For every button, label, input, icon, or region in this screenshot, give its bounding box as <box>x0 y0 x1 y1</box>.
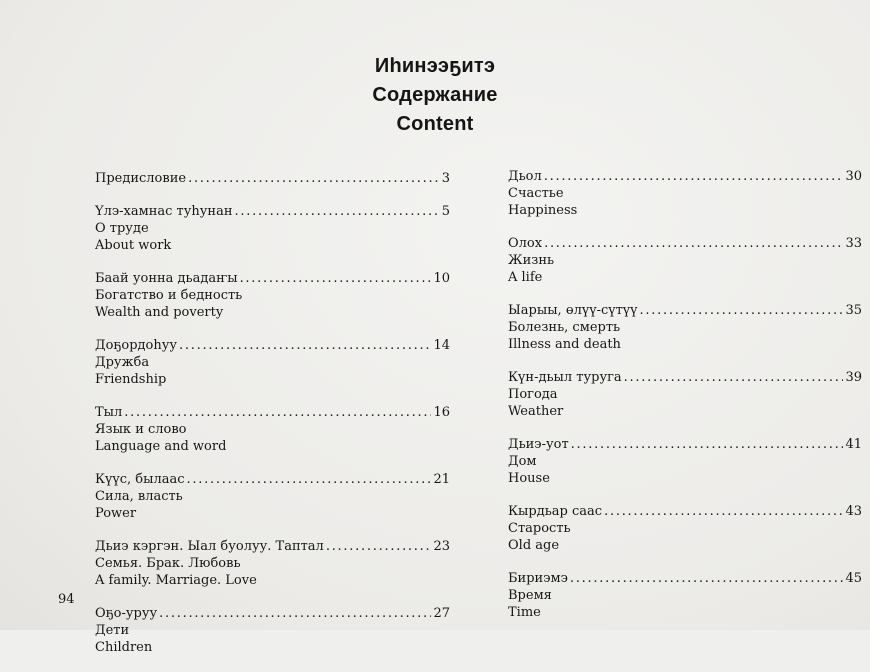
toc-entry-page: 41 <box>845 437 862 452</box>
toc-dot-leader <box>326 538 432 555</box>
toc-entry-title: Дьиэ кэргэн. Ыал буолуу. Таптал <box>95 539 324 554</box>
toc-entry-title: Күүс, былаас <box>95 472 185 487</box>
toc-dot-leader <box>159 605 431 622</box>
toc-entry-row <box>508 503 862 520</box>
toc-entry-translation: Счастье <box>508 186 564 201</box>
toc-entry-page: 39 <box>845 370 862 385</box>
toc-entry-row <box>508 369 862 386</box>
toc-dot-leader <box>234 203 439 220</box>
toc-entry-title: Дьиэ-уот <box>508 437 569 452</box>
toc-entry-translation: Язык и слово <box>95 422 187 437</box>
toc-entry <box>95 203 450 254</box>
toc-entry-title: Кырдьар саас <box>508 504 603 519</box>
toc-entry-title: Үлэ-хамнас туһунан <box>95 204 233 219</box>
toc-entry <box>508 369 862 420</box>
toc-entry-title: Оҕо-уруу <box>95 606 158 621</box>
toc-entry-translation: Language and word <box>95 439 227 454</box>
toc-entry-translation: Children <box>95 640 153 655</box>
toc-dot-leader <box>640 302 844 319</box>
toc-entry-row <box>95 270 450 287</box>
toc-entry <box>95 170 450 187</box>
toc-dot-leader <box>604 503 843 520</box>
toc-dot-leader <box>624 369 844 386</box>
toc-entry <box>508 168 862 219</box>
toc-entry-translation: Время <box>508 588 552 603</box>
toc-entry-row <box>95 538 450 555</box>
toc-entry-translation: Дружба <box>95 355 150 370</box>
toc-entry-page: 27 <box>433 606 450 621</box>
toc-entry-translation: Болезнь, смерть <box>508 320 621 335</box>
toc-entry <box>95 404 450 455</box>
toc-entry-translation: Friendship <box>95 372 167 387</box>
toc-entry <box>508 436 862 487</box>
toc-entry-page: 3 <box>441 171 450 186</box>
toc-entry-translation: Жизнь <box>508 253 555 268</box>
toc-entry-translation: Богатство и бедность <box>95 288 243 303</box>
toc-entry-page: 5 <box>441 204 450 219</box>
toc-entry-title: Күн-дьыл туруга <box>508 370 622 385</box>
toc-dot-leader <box>187 471 432 488</box>
title-russian: Содержание <box>372 84 498 106</box>
title-sakha: Иһинээҕитэ <box>374 55 496 77</box>
toc-entry-page: 35 <box>845 303 862 318</box>
toc-dot-leader <box>544 168 844 185</box>
toc-entry-row <box>95 337 450 354</box>
toc-entry-row <box>95 203 450 220</box>
toc-entry-row <box>95 605 450 622</box>
toc-entry-translation: Сила, власть <box>95 489 183 504</box>
toc-entry-translation: Старость <box>508 521 571 536</box>
toc-entry-title: Тыл <box>95 405 123 420</box>
toc-entry-row <box>508 302 862 319</box>
toc-entry-row <box>508 235 862 252</box>
toc-dot-leader <box>571 436 844 453</box>
toc-entry-page: 16 <box>433 405 450 420</box>
toc-entry-page: 45 <box>845 571 862 586</box>
toc-entry <box>95 538 450 589</box>
toc-entry-row <box>508 436 862 453</box>
toc-entry-translation: Дети <box>95 623 130 638</box>
toc-dot-leader <box>240 270 432 287</box>
toc-entry-page: 21 <box>433 472 450 487</box>
toc-entry-title: Предисловие <box>95 171 187 186</box>
toc-entry-row <box>95 471 450 488</box>
toc-dot-leader <box>570 570 844 587</box>
toc-dot-leader <box>188 170 440 187</box>
toc-entry <box>508 302 862 353</box>
toc-entry-translation: Old age <box>508 538 560 553</box>
toc-entry-title: Доҕордоһуу <box>95 338 178 353</box>
toc-entry-translation: About work <box>95 238 172 253</box>
toc-entry-title: Олох <box>508 236 543 251</box>
title-english: Content <box>396 113 474 135</box>
toc-entry-translation: Семья. Брак. Любовь <box>95 556 241 571</box>
toc-entry <box>95 337 450 388</box>
toc-entry-translation: Дом <box>508 454 537 469</box>
toc-entry-translation: Погода <box>508 387 558 402</box>
toc-dot-leader <box>124 404 431 421</box>
toc-dot-leader <box>179 337 431 354</box>
toc-entry-row <box>508 570 862 587</box>
toc-entry-title: Баай уонна дьадаҥы <box>95 271 238 286</box>
toc-entry <box>508 570 862 621</box>
toc-dot-leader <box>544 235 843 252</box>
toc-entry-translation: A family. Marriage. Love <box>95 573 257 588</box>
toc-entry-title: Дьол <box>508 169 542 184</box>
toc-entry-translation: A life <box>508 270 543 285</box>
toc-entry-translation: Wealth and poverty <box>95 305 224 320</box>
toc-entry-translation: Happiness <box>508 203 578 218</box>
toc-entry-page: 10 <box>433 271 450 286</box>
toc-entry-page: 30 <box>845 169 862 184</box>
toc-entry <box>508 235 862 286</box>
toc-entry-row <box>95 170 450 187</box>
page-number: 94 <box>58 592 75 607</box>
toc-entry <box>508 503 862 554</box>
toc-entry-page: 14 <box>433 338 450 353</box>
toc-right-column <box>508 168 862 637</box>
toc-entry-page: 43 <box>845 504 862 519</box>
toc-entry <box>95 605 450 656</box>
toc-entry-translation: Time <box>508 605 541 620</box>
toc-entry-page: 23 <box>433 539 450 554</box>
toc-entry-page: 33 <box>845 236 862 251</box>
toc-entry-translation: House <box>508 471 550 486</box>
toc-entry-translation: Power <box>95 506 137 521</box>
toc-entry-translation: Illness and death <box>508 337 621 352</box>
toc-entry-translation: Weather <box>508 404 564 419</box>
toc-entry-row <box>508 168 862 185</box>
toc-entry-title: Ыарыы, өлүү-сүтүү <box>508 303 638 318</box>
title-block <box>0 52 870 139</box>
toc-entry-row <box>95 404 450 421</box>
toc-entry <box>95 270 450 321</box>
toc-left-column <box>95 170 450 672</box>
toc-entry <box>95 471 450 522</box>
toc-entry-translation: О труде <box>95 221 149 236</box>
toc-entry-title: Бириэмэ <box>508 571 568 586</box>
